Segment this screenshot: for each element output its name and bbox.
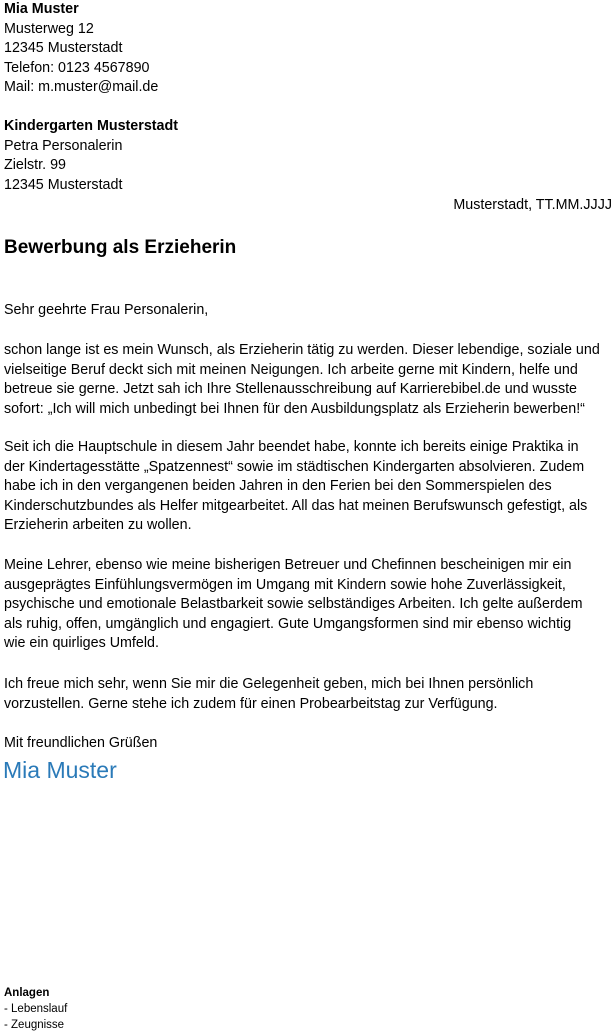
paragraph-line: sofort: „Ich will mich unbedingt bei Ihnen für den Ausbildungsplatz als Erzieherin bewerben!“ — [4, 400, 585, 417]
body-paragraph-4 — [4, 675, 610, 714]
paragraph-line: Meine Lehrer, ebenso wie meine bisherigen Betreuer und Chefinnen bescheinigen mir ein — [4, 557, 572, 573]
place-and-date: Musterstadt, TT.MM.JJJJ — [453, 197, 612, 213]
letter-subject: Bewerbung als Erzieherin — [4, 237, 237, 258]
sender-phone: Telefon: 0123 4567890 — [4, 59, 150, 76]
paragraph-line: betreue sie gerne. Jetzt sah ich Ihre Stellenausschreibung auf Karrierebibel.de und wusste — [4, 381, 578, 398]
salutation: Sehr geehrte Frau Personalerin, — [4, 302, 209, 318]
closing-phrase: Mit freundlichen Grüßen — [4, 735, 158, 751]
recipient-contact: Petra Personalerin — [4, 137, 123, 154]
paragraph-line: habe ich in den vergangenen beiden Jahren in den Ferien bei den Sommerspielen des — [4, 478, 552, 495]
paragraph-line: Ich freue mich sehr, wenn Sie mir die Gelegenheit geben, mich bei Ihnen persönlich — [4, 676, 534, 692]
sender-name: Mia Muster — [4, 1, 79, 17]
recipient-street: Zielstr. 99 — [4, 157, 66, 174]
recipient-city: 12345 Musterstadt — [4, 176, 123, 193]
paragraph-line: vielseitige Beruf deckt sich mit meinen Neigungen. Ich arbeite gerne mit Kindern, helfe und — [4, 361, 578, 378]
paragraph-line: Kinderschutzbundes als Helfer mitgearbeitet. All das hat meinen Berufswunsch gefestigt, als — [4, 497, 588, 514]
paragraph-line: ausgeprägtes Einfühlungsvermögen im Umgang mit Kindern sowie hohe Zuverlässigkeit, — [4, 576, 566, 593]
attachments-heading: Anlagen — [4, 987, 50, 999]
paragraph-line: wie ein quirliges Umfeld. — [4, 635, 159, 652]
attachment-item: - Lebenslauf — [4, 1003, 68, 1015]
sender-street: Musterweg 12 — [4, 20, 94, 37]
paragraph-line: als ruhig, offen, umgänglich und engagiert. Gute Umgangsformen sind mir ebenso wichtig — [4, 615, 572, 632]
attachments-block — [4, 985, 67, 1033]
body-paragraph-2 — [4, 438, 610, 536]
attachment-item: - Zeugnisse — [4, 1019, 65, 1031]
sender-address-block — [4, 0, 158, 98]
paragraph-line: vorzustellen. Gerne stehe ich zudem für einen Probearbeitstag zur Verfügung. — [4, 695, 498, 712]
paragraph-line: schon lange ist es mein Wunsch, als Erzieherin tätig zu werden. Dieser lebendige, soziale und — [4, 342, 600, 358]
paragraph-line: psychische und emotionale Belastbarkeit sowie selbständiges Arbeiten. Ich gelte außerdem — [4, 596, 583, 613]
signature: Mia Muster — [3, 757, 117, 783]
recipient-address-block — [4, 117, 178, 195]
paragraph-line: Erzieherin arbeiten zu wollen. — [4, 517, 192, 534]
body-paragraph-3 — [4, 556, 610, 654]
paragraph-line: der Kindertagesstätte „Spatzennest“ sowie im städtischen Kindergarten absolvieren. Zudem — [4, 458, 585, 475]
recipient-company: Kindergarten Musterstadt — [4, 118, 178, 134]
sender-mail: Mail: m.muster@mail.de — [4, 79, 159, 96]
sender-city: 12345 Musterstadt — [4, 40, 123, 57]
paragraph-line: Seit ich die Hauptschule in diesem Jahr beendet habe, konnte ich bereits einige Praktika in — [4, 439, 579, 455]
body-paragraph-1 — [4, 341, 610, 419]
